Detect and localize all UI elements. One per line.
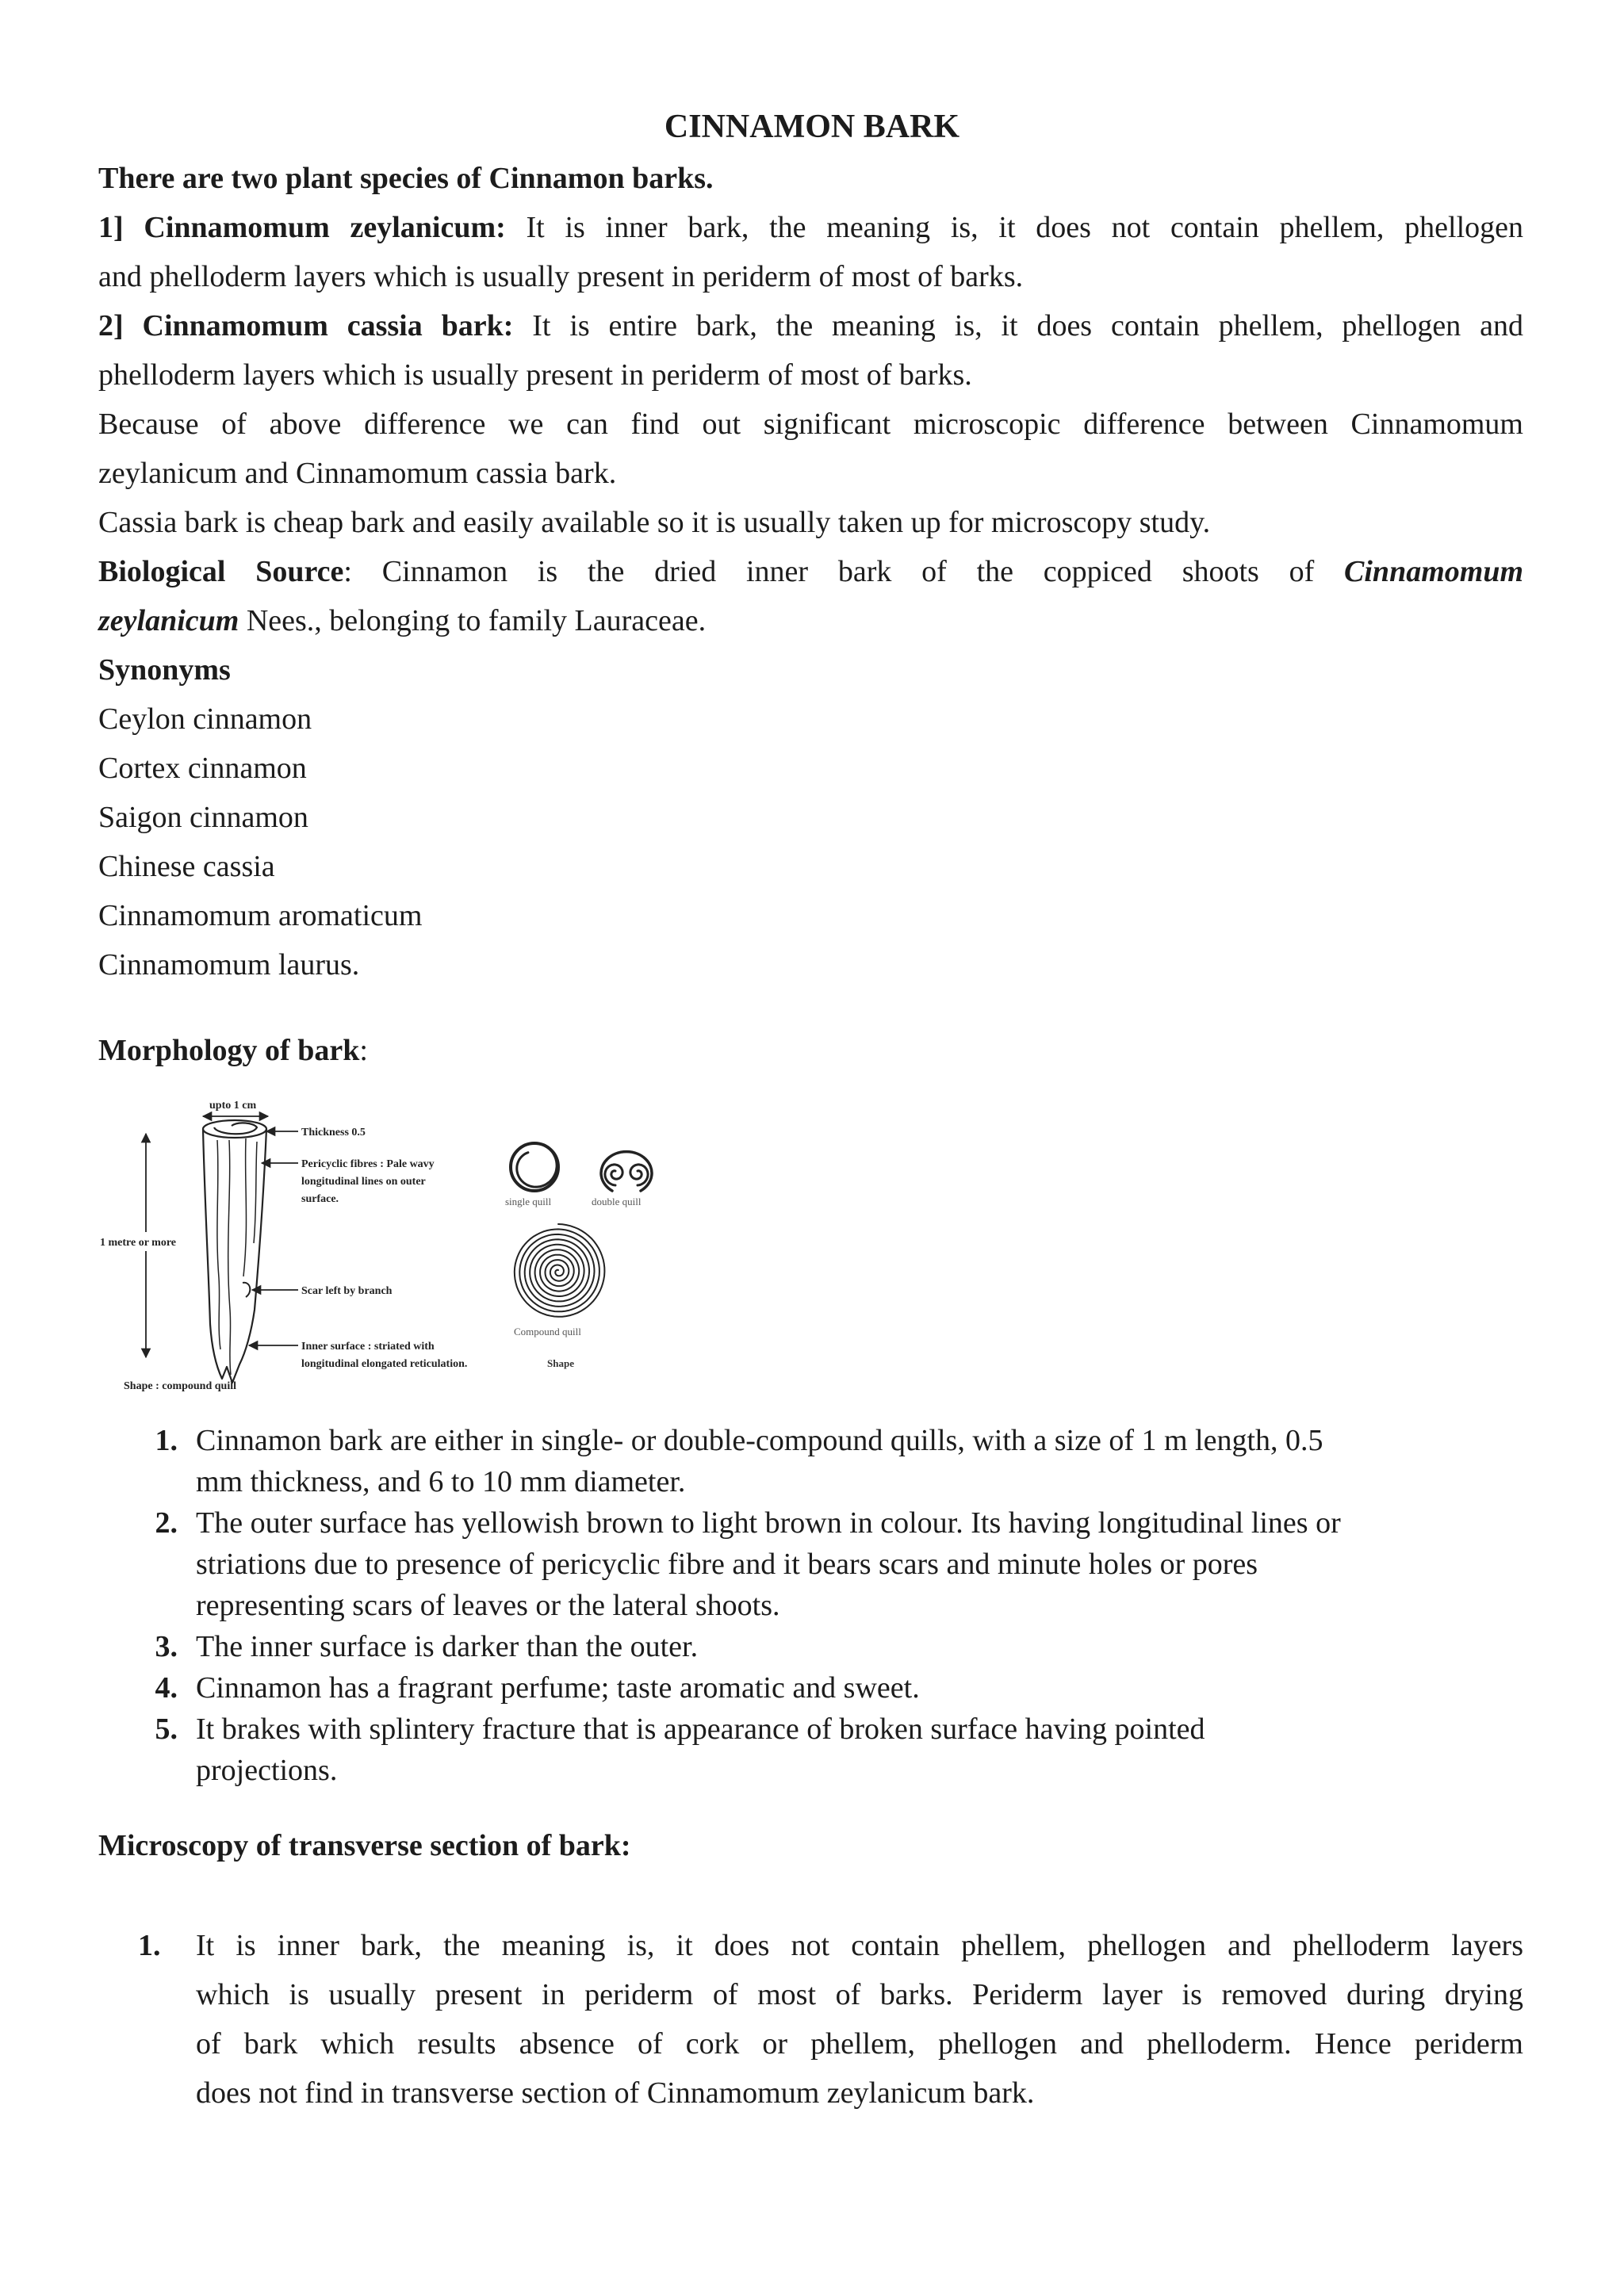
point-line: [98, 1709, 1523, 1750]
species-1-line-2: and phelloderm layers which is usually present in periderm of most of barks.: [98, 260, 1024, 293]
difference-line-1: Because of above difference we can find out significant microscopic difference between Cinnamomum: [98, 408, 1523, 441]
pericyclic-fibre-line: [217, 1140, 220, 1349]
morphology-heading-colon: :: [359, 1034, 368, 1067]
species-2-line-2: phelloderm layers which is usually present in periderm of most of barks.: [98, 358, 972, 392]
point-line: [98, 1585, 1523, 1626]
figure-labels: [100, 1100, 642, 1392]
microscopy-points-list: [98, 1921, 1523, 2118]
species-2-description: It is entire bark, the meaning is, it does contain phellem, phellogen and: [532, 309, 1523, 342]
morphology-point: [98, 1626, 1523, 1667]
point-line: [98, 1667, 1523, 1709]
branch-scar: [243, 1283, 250, 1297]
morphology-point: [98, 1667, 1523, 1709]
synonym-item: Cinnamomum aromaticum: [98, 899, 423, 932]
point-number: 3.: [155, 1630, 178, 1663]
page-title: CINNAMON BARK: [664, 109, 960, 145]
quill-drawing: [203, 1120, 266, 1383]
biological-source-line-2: [98, 596, 1523, 645]
pericyclic-fibre-line: [243, 1138, 247, 1276]
point-line: [98, 1626, 1523, 1667]
introduction-section: [98, 154, 1523, 989]
biological-source-line-1: [98, 547, 1523, 596]
synonym-item: Ceylon cinnamon: [98, 702, 312, 736]
quill-shape-label: Shape : compound quill: [124, 1380, 236, 1392]
point-text: of bark which results absence of cork or phellem, phellogen and phelloderm. Hence periderm: [196, 2027, 1523, 2061]
point-text: The inner surface is darker than the outer.: [196, 1630, 699, 1663]
double-quill-right-roll: [630, 1165, 648, 1185]
synonym-item: Chinese cassia: [98, 850, 275, 883]
microscopy-heading-block: [98, 1821, 1523, 1870]
double-quill-label: double quill: [592, 1196, 642, 1207]
shapes-caption: Shape: [547, 1357, 574, 1369]
point-text: does not find in transverse section of Cinnamomum zeylanicum bark.: [196, 2076, 1035, 2110]
compound-quill-shape: [515, 1224, 605, 1317]
species-1-line-1: [98, 203, 1523, 252]
double-quill-outer: [601, 1152, 652, 1191]
microscopy-point: [98, 1921, 1523, 2118]
morphology-point: [98, 1420, 1523, 1502]
intro-sentence: There are two plant species of Cinnamon barks.: [98, 162, 714, 195]
cassia-note: Cassia bark is cheap bark and easily available so it is usually taken up for microscopy study.: [98, 506, 1211, 539]
morphology-points-list: [98, 1420, 1523, 1791]
morphology-point: [98, 1709, 1523, 1791]
species-1-label: 1] Cinnamomum zeylanicum:: [98, 211, 506, 244]
cinnamon-morphology-figure: [98, 1088, 666, 1397]
point-text: mm thickness, and 6 to 10 mm diameter.: [196, 1465, 686, 1498]
synonym-item: Cortex cinnamon: [98, 752, 307, 785]
pericyclic-label-line: surface.: [301, 1193, 339, 1205]
biological-source-genus: Cinnamomum: [1344, 555, 1524, 588]
synonym-item: Cinnamomum laurus.: [98, 948, 360, 982]
single-quill-label: single quill: [505, 1196, 552, 1207]
quill-outline: [203, 1129, 266, 1383]
microscopy-heading: Microscopy of transverse section of bark:: [98, 1829, 631, 1862]
point-text: It is inner bark, the meaning is, it does not contain phellem, phellogen and phelloderm layers: [196, 1929, 1523, 1962]
point-text: The outer surface has yellowish brown to light brown in colour. Its having longitudinal lines or: [196, 1506, 1341, 1540]
biological-source-text: : Cinnamon is the dried inner bark of the coppiced shoots of: [343, 555, 1315, 588]
point-line: [98, 2019, 1523, 2068]
morphology-heading-text: Morphology of bark: [98, 1034, 360, 1067]
morphology-point: [98, 1502, 1523, 1626]
inner-surface-label-line: Inner surface : striated with: [301, 1341, 435, 1353]
biological-source-family: Nees., belonging to family Lauraceae.: [246, 604, 707, 637]
point-line: [98, 1502, 1523, 1544]
length-label: 1 metre or more: [100, 1237, 177, 1249]
morphology-heading: [98, 1026, 1523, 1075]
point-line: [98, 1461, 1523, 1502]
point-line: [98, 1544, 1523, 1585]
species-2-label: 2] Cinnamomum cassia bark:: [98, 309, 514, 342]
compound-quill-label: Compound quill: [514, 1326, 581, 1337]
point-number: 4.: [155, 1671, 178, 1705]
point-line: [98, 2068, 1523, 2118]
pericyclic-fibre-line: [228, 1140, 231, 1375]
scar-label: Scar left by branch: [301, 1285, 393, 1297]
double-quill-left-roll: [605, 1165, 622, 1185]
point-number: 1.: [138, 1929, 161, 1962]
point-number: 1.: [155, 1424, 178, 1457]
point-text: which is usually present in periderm of most of barks. Periderm layer is removed during drying: [196, 1978, 1523, 2011]
synonym-item: Saigon cinnamon: [98, 801, 308, 834]
biological-source-species: zeylanicum: [98, 604, 239, 637]
pericyclic-label-line: Pericyclic fibres : Pale wavy: [301, 1158, 435, 1170]
point-text: Cinnamon bark are either in single- or double-compound quills, with a size of 1 m length, 0.5: [196, 1424, 1323, 1457]
pericyclic-fibre-line: [254, 1142, 257, 1243]
point-line: [98, 1750, 1523, 1791]
quill-inner-curl: [214, 1123, 257, 1134]
difference-line-2: zeylanicum and Cinnamomum cassia bark.: [98, 457, 617, 490]
species-2-line-1: [98, 301, 1523, 350]
thickness-label: Thickness 0.5: [301, 1127, 366, 1138]
single-quill-curl: [517, 1146, 557, 1187]
pericyclic-label-line: longitudinal lines on outer: [301, 1176, 426, 1188]
quill-shapes: [511, 1143, 652, 1317]
species-1-description: It is inner bark, the meaning is, it does not contain phellem, phellogen: [526, 211, 1524, 244]
morphology-heading-block: [98, 1026, 1523, 1075]
width-label: upto 1 cm: [209, 1100, 257, 1112]
point-line: [98, 1921, 1523, 1970]
point-text: It brakes with splintery fracture that is appearance of broken surface having pointed: [196, 1712, 1205, 1746]
point-text: projections.: [196, 1754, 338, 1787]
synonyms-heading: Synonyms: [98, 653, 231, 687]
point-text: striations due to presence of pericyclic fibre and it bears scars and minute holes or pores: [196, 1548, 1258, 1581]
point-text: representing scars of leaves or the lateral shoots.: [196, 1589, 780, 1622]
inner-surface-label-line: longitudinal elongated reticulation.: [301, 1358, 468, 1370]
point-line: [98, 1970, 1523, 2019]
point-number: 2.: [155, 1506, 178, 1540]
biological-source-label: Biological Source: [98, 555, 344, 588]
point-number: 5.: [155, 1712, 178, 1746]
point-text: Cinnamon has a fragrant perfume; taste aromatic and sweet.: [196, 1671, 920, 1705]
point-line: [98, 1420, 1523, 1461]
